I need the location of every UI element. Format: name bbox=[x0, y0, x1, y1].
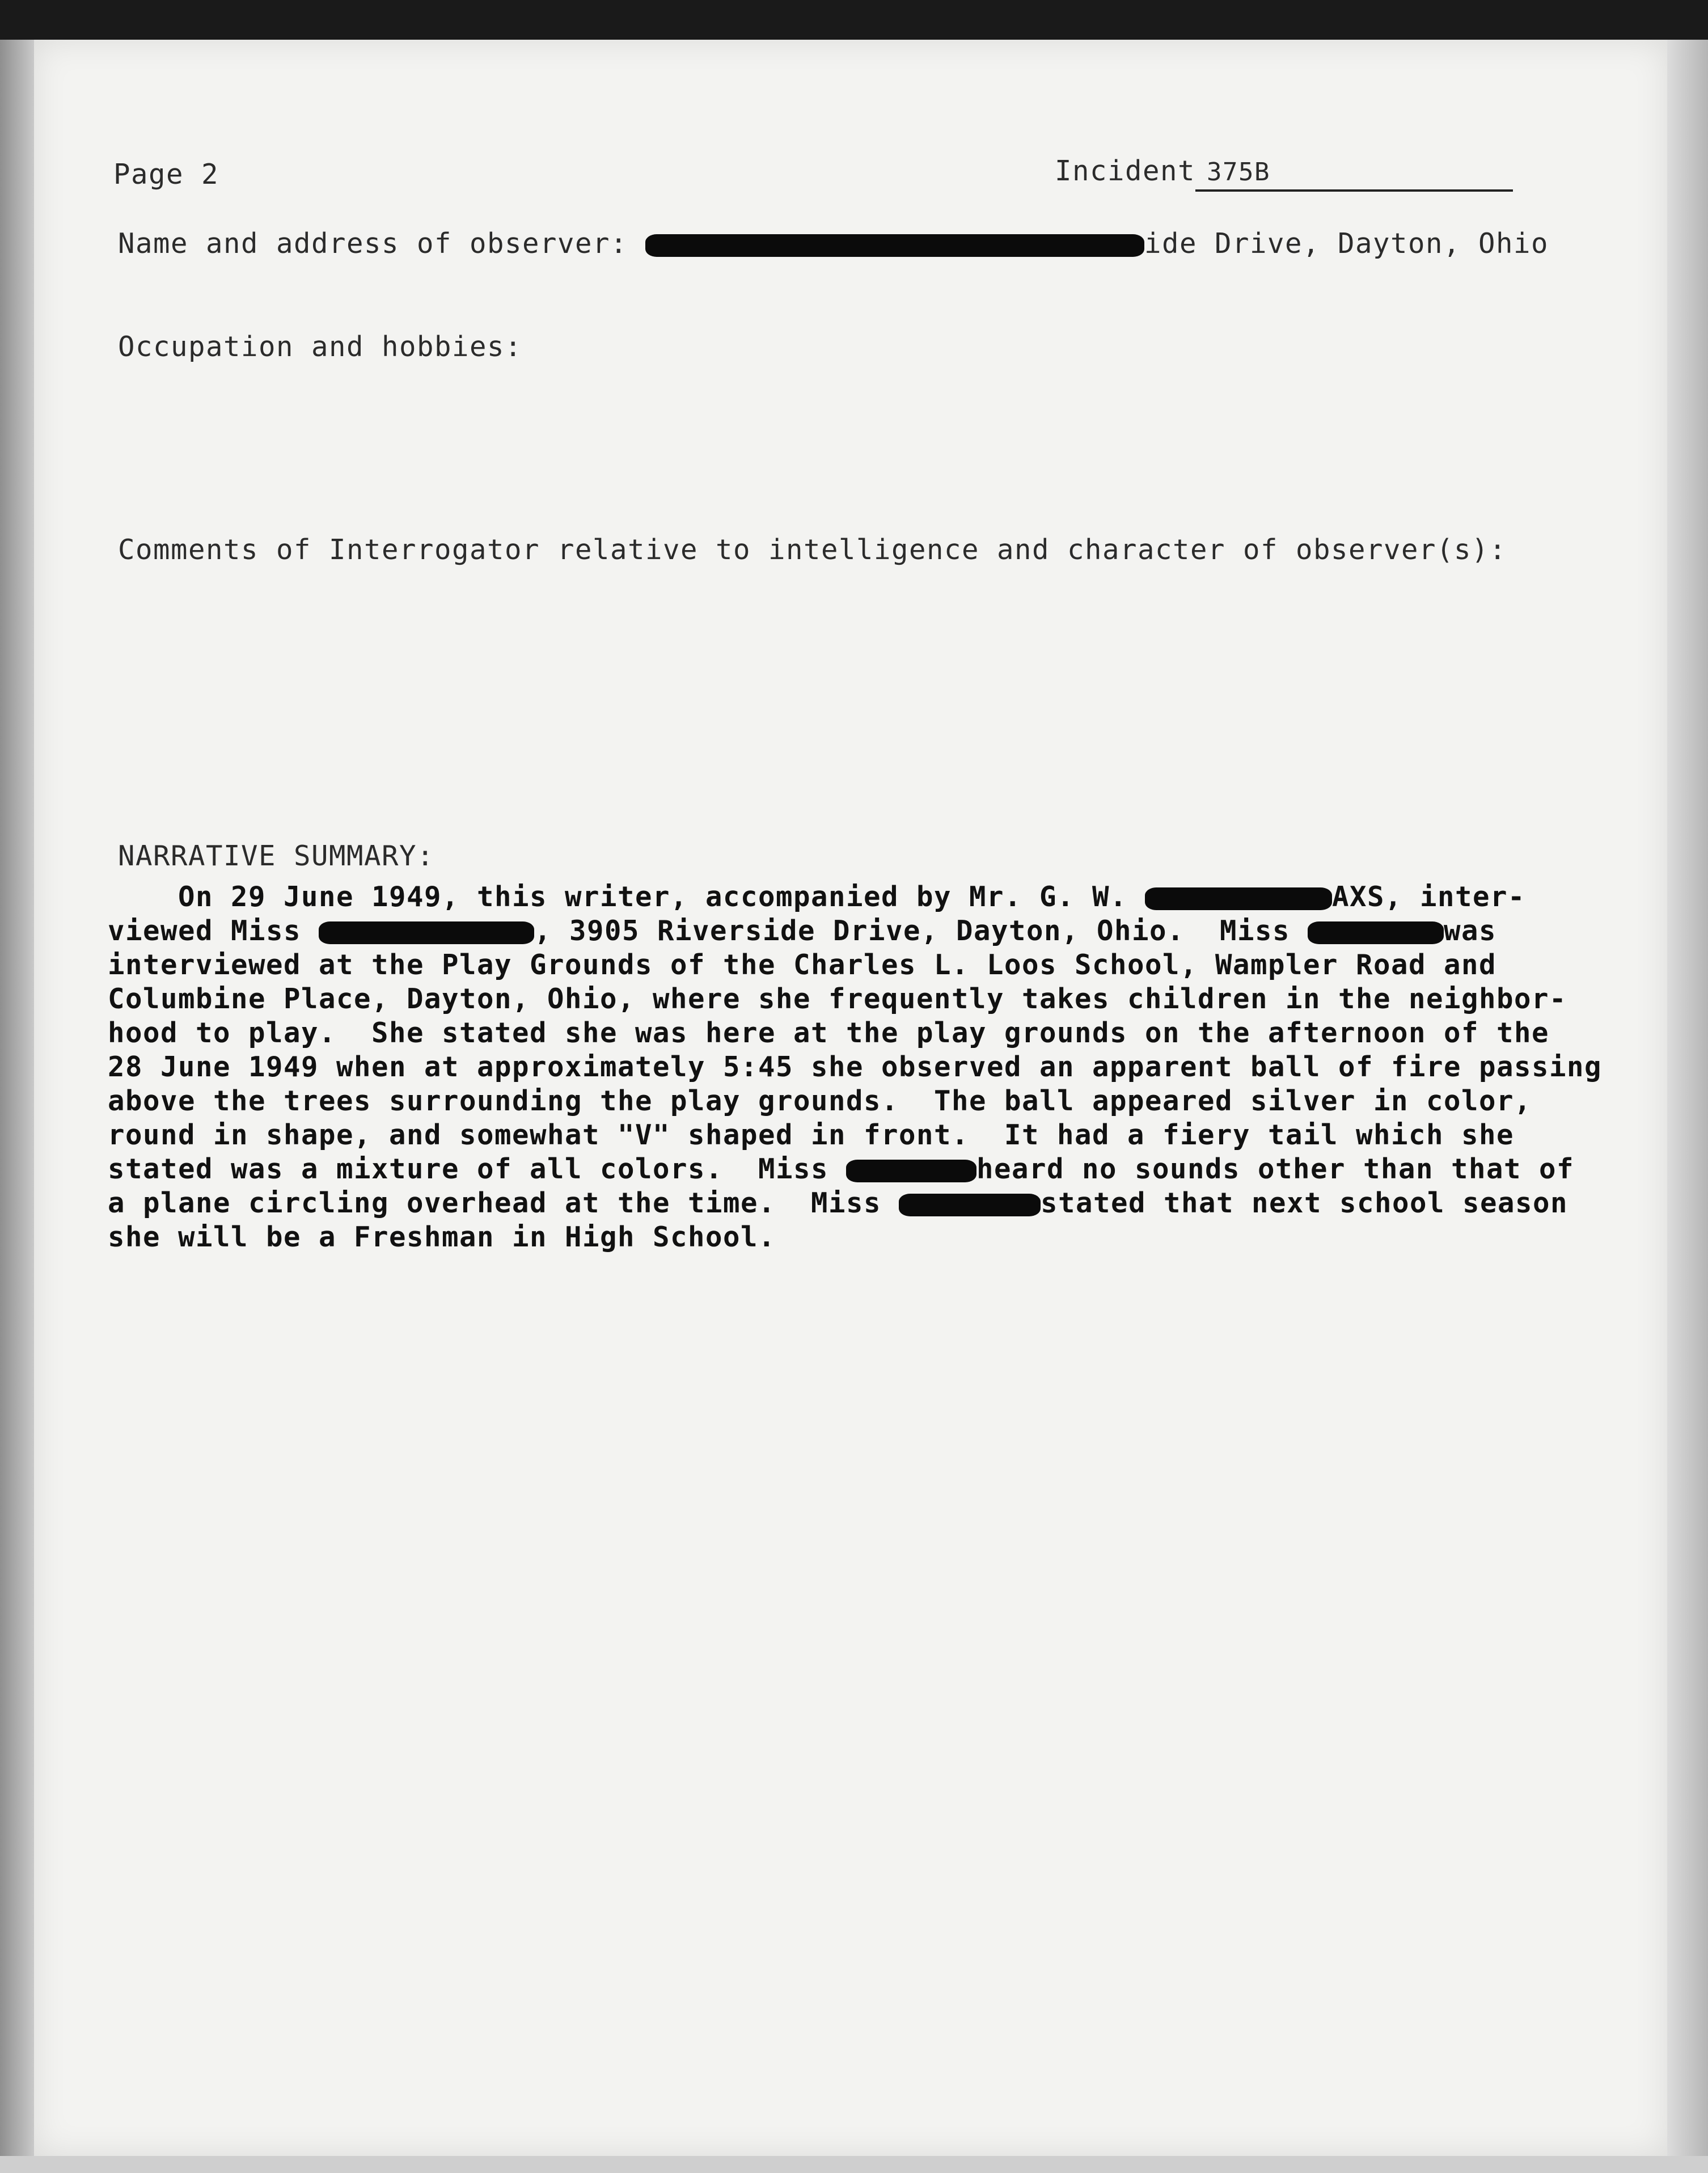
redaction-mark bbox=[319, 921, 534, 944]
scan-left-edge bbox=[0, 40, 34, 2173]
narrative-text: stated was a mixture of all colors. Miss bbox=[108, 1153, 847, 1185]
narrative-heading: NARRATIVE SUMMARY: bbox=[118, 840, 435, 872]
narrative-text: viewed Miss bbox=[108, 915, 319, 947]
observer-value: ide Drive, Dayton, Ohio bbox=[1144, 227, 1549, 260]
narrative-text: stated that next school season bbox=[1041, 1187, 1569, 1219]
narrative-text: On 29 June 1949, this writer, accompanied by Mr. G. W. bbox=[108, 881, 1145, 913]
narrative-text: heard no sounds other than that of bbox=[976, 1153, 1575, 1185]
narrative-text: a plane circling overhead at the time. Miss bbox=[108, 1187, 899, 1219]
page-label: Page 2 bbox=[113, 158, 219, 191]
comments-label: Comments of Interrogator relative to intelligence and character of observer(s): bbox=[118, 534, 1507, 566]
narrative-line-6: 28 June 1949 when at approximately 5:45 she observed an apparent ball of fire passing bbox=[108, 1051, 1603, 1083]
scan-right-edge bbox=[1667, 40, 1708, 2173]
scan-bottom-edge bbox=[0, 2156, 1708, 2173]
redaction-mark bbox=[1308, 921, 1444, 944]
redaction-mark bbox=[645, 234, 1144, 257]
narrative-line-11: she will be a Freshman in High School. bbox=[108, 1221, 776, 1253]
narrative-line-5: hood to play. She stated she was here at the play grounds on the afternoon of the bbox=[108, 1017, 1550, 1049]
incident-number: 375B bbox=[1195, 155, 1513, 192]
observer-label: Name and address of observer: bbox=[118, 227, 628, 260]
narrative-line-4: Columbine Place, Dayton, Ohio, where she frequently takes children in the neighbor- bbox=[108, 983, 1567, 1015]
occupation-label: Occupation and hobbies: bbox=[118, 331, 523, 363]
narrative-line-3: interviewed at the Play Grounds of the Charles L. Loos School, Wampler Road and bbox=[108, 949, 1497, 981]
observer-row bbox=[118, 227, 1549, 261]
redaction-mark bbox=[1145, 887, 1332, 910]
narrative-line-7: above the trees surrounding the play grounds. The ball appeared silver in color, bbox=[108, 1085, 1532, 1117]
incident-field bbox=[1055, 154, 1513, 192]
narrative-text: was bbox=[1444, 915, 1497, 947]
narrative-line-1 bbox=[108, 880, 1525, 914]
narrative-line-9 bbox=[108, 1152, 1574, 1186]
incident-label: Incident bbox=[1055, 155, 1196, 187]
narrative-text: AXS, inter- bbox=[1332, 881, 1526, 913]
narrative-text: , 3905 Riverside Drive, Dayton, Ohio. Miss bbox=[534, 915, 1308, 947]
redaction-mark bbox=[899, 1194, 1041, 1216]
narrative-line-2 bbox=[108, 914, 1496, 948]
narrative-line-10 bbox=[108, 1186, 1568, 1220]
narrative-line-8: round in shape, and somewhat "V" shaped in front. It had a fiery tail which she bbox=[108, 1119, 1515, 1151]
redaction-mark bbox=[846, 1160, 976, 1182]
